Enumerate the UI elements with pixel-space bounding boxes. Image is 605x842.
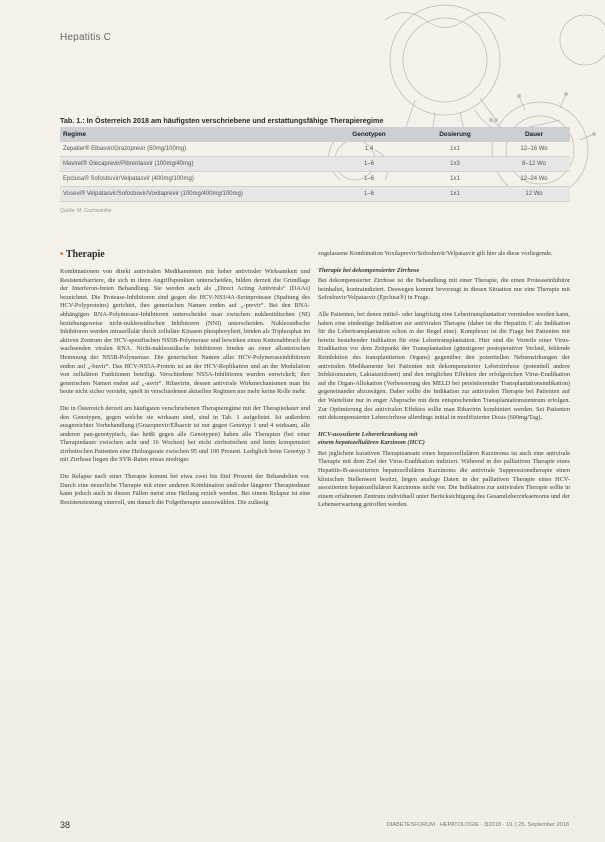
table-cell: 1,4 bbox=[326, 142, 412, 157]
right-column bbox=[318, 250, 570, 518]
table-source: Quelle: M. Gschwantler bbox=[60, 208, 112, 214]
table-row bbox=[60, 157, 570, 172]
table-cell: Zepatier® Elbasvir/Grazoprevir (50mg/100mg) bbox=[60, 142, 326, 157]
journal-footer: DIABETESFORUM · HEPATOLOGIE · 3|2018 · 19. | 25. September 2018 bbox=[386, 822, 569, 828]
table-header-duration: Dauer bbox=[498, 127, 570, 142]
table-cell: 1x1 bbox=[412, 187, 498, 202]
subheading-line: HCV-assoziierte Lebererkrankung mit bbox=[318, 430, 418, 438]
table-cell: 1x1 bbox=[412, 142, 498, 157]
table-cell: Maviret® Glecaprevir/Pibrentasvir (100mg/40mg) bbox=[60, 157, 326, 172]
section-header: Hepatitis C bbox=[60, 32, 112, 43]
table-cell: 1–6 bbox=[326, 172, 412, 187]
table-cell: 12–24 Wo bbox=[498, 172, 570, 187]
paragraph: Die in Österreich derzeit am häufigsten verschriebenen Therapieregime mit der Therapiedauer und den Genotypen, gegen welche sie wirksam sind, sind in Tab. 1 aufgelistet. Ist außerdem ausgereichter Vorbehandlung (Grazoprevir/Elbasvir ist nur gegen Genotyp 1 und 4 wirksam, alle anderen pan-genotypisch, das heißt gegen alle Genotypen) haben alle Therapien (bei einer Therapiedauer zwischen acht und 16 Wochen) bei nicht zirrhotischen und beim kompensiert zirrhotischen Patienten eine Heilungsrate zwischen 95 und 100 Prozent. Lediglich beim Genotyp 3 mit Zirrhose liegen die SVR-Raten etwas niedriger. bbox=[60, 404, 310, 464]
regimen-table bbox=[60, 127, 570, 202]
table-cell: 1–6 bbox=[326, 157, 412, 172]
paragraph: Die Relapse nach einer Therapie kommt bei etwa zwei bis fünf Prozent der Behandelten vor. Durch eine neuerliche Therapie mit einer anderen Kombination und/oder längerer Therapiedauer kann jedoch auch in diesen Fällen meist eine Heilung erzielt werden. Bei einem Relapse ist eine Resistenztestung sinnvoll, um danach die Folgetherapie auszuwählen. Die zulässig bbox=[60, 473, 310, 506]
section-bullet-icon: • bbox=[60, 249, 64, 260]
table-header-genotypes: Genotypen bbox=[326, 127, 412, 142]
paragraph: Kombinationen von direkt antiviralen Medikamenten mit hoher antiviraler Wirksamkeit und Resistenzbarriere, die sich in ihren Angriffspunkten unterscheiden, bilden derzeit die Grundlage der Interferon-freien Behandlung. Sie werden auch als „Direct Acting Antivirals“ (DAAs) bezeichnet. Die Protease-Inhibitoren sind gegen die HCV-NS3/4A-Serinprotease (Spaltung des HCV-Polyproteins) gerichtet, ihre generischen Namen enden auf „-previr“. Bei den RNA-abhängigen RNA-Polymerase-Inhibitoren unterscheidet man zwischen nukleotidischen (NI) beziehungsweise nicht-nukleosidischen Inhibitoren (NNI) unterscheiden. Nukleosidische Inhibitoren werden intrazellulär durch zelluläre Kinasen phosphoryliert, binden als Triphosphat im aktiven Zentrum der HCV-spezifischen NS5B-Polymerase und bewirken einen Kettenabbruch der wachsenden viralen RNA. Nicht-nukleosidische Inhibitoren binden an einer allosterischen Hemmung der NS5B-Polymerase. Die generischen Namen aller HCV-Polymeraseinhibitoren enden auf „-buvir“. Das HCV-NS5A-Protein ist an der HCV-Replikation und an der Modulation von zellulären Funktionen beteiligt. Verschiedene NS5A-Inhibitoren wurden entwickelt; ihre generischen Namen enden auf „-asvir“. Ribavirin, dessen antivirale Wirkmechanismen man bis heute nicht sicher versteht, spielt in verschiedenen aktuellen Regimen nur mehr keine Rolle mehr. bbox=[60, 268, 310, 396]
paragraph: Bei dekompensierter Zirrhose ist die Behandlung mit einer Therapie, die einen Proteaseinhibitor beinhaltet, kontraindiziert. Deswegen kommt bevorzugt in diesen Situation nur eine Therapie mit Sofosbuvir/Velpatasvir (Epclusa®) in Frage. bbox=[318, 277, 570, 302]
table-cell: 1–6 bbox=[326, 187, 412, 202]
table-cell: 1x3 bbox=[412, 157, 498, 172]
paragraph: zugelassene Kombination Voxilaprevir/Sofosbuvir/Velpatasvir gilt hier als diese vorliegende. bbox=[318, 250, 553, 257]
paragraph: Alle Patienten, bei denen mittel- oder langfristig eine Lebertransplantation vermieden werden kann, haben eine eindeutige Indikation zur antiviralen Therapie (daher ist die Hepatitis C als Indikation für die Lebertransplantation schon in der Regel eine). Komplexer ist die Frage bei Patienten mit bereits bestehender Indikation für eine Lebertransplantation. Hier sind die Vorteile einer Virus-Eradikation vor dem Zeitpunkt der Transplantation (günstigerer postoperativer Verlauf, fehlende Reinfektion des transplantierten Organs) gegenüber den potentiellen Nebenwirkungen der antiviralen Medikamente bei Patienten mit dekompensierter Leberzirrhose (potentiell andere Infektionsraten, Laktatazidosen) und den möglichen Effekten der erfolgreichen Virus-Eradikation auf die Organ-Allokation (Verbesserung des MELD bei persistierender Transplantationsindikation) gegeneinander abzuwägen. Daher sollte die Indikation zur antiviralen Therapie bei Patienten auf der Warteliste nur in enger Absprache mit dem entsprechenden Transplantationszentrum erfolgen. Zur Optimierung des antiviralen Effektes sollte man Ribavirin kombiniert werden. Sei Patienten mit dekompensierter Lebercirrhose allerdings initial in modifizierter Dosis (600mg/Tag). bbox=[318, 310, 570, 422]
subheading bbox=[318, 431, 570, 448]
section-title bbox=[60, 249, 105, 260]
table-cell: 8–12 Wo bbox=[498, 157, 570, 172]
left-column bbox=[60, 268, 310, 515]
table-row bbox=[60, 187, 570, 202]
table-cell: 1x1 bbox=[412, 172, 498, 187]
table-title: Tab. 1.: In Österreich 2018 am häufigsten verschriebene und erstattungsfähige Therapieregime bbox=[60, 116, 384, 125]
page-number: 38 bbox=[60, 820, 71, 830]
subheading: Therapie bei dekompensierter Zirrhose bbox=[318, 266, 420, 274]
table-cell: Epclusa® Sofosbuvir/Velpatasvir (400mg/100mg) bbox=[60, 172, 326, 187]
paragraph: Bei jeglichem kurativen Therapieansatz eines hepatozellulären Karzinoms ist auch eine antivirale Therapie mit dem Ziel der Virus-Eradikation indiziert. Während in der palliativen Therapie eines Hepatitis-B-assoziierten hepatozellulären Karzinoms die antivirale Suppressionstherapie einen klinischen Stellenwert besitzt, liegen analoge Daten in der palliativen Therapie eines HCV-assoziierten hepatozellulären Karzinoms nicht vor. Die Indikation zur antiviralen Therapie sollte in einem erfahrenen Zentrum individuell unter Berücksichtigung des Gesamtleberzirkaemoms und der Lebenserwartung getroffen werden. bbox=[318, 449, 570, 509]
table-cell: Vosevi® Velpatasvir/Sofosbuvir/Voxilaprevir (100mg/400mg/100mg) bbox=[60, 187, 326, 202]
table-cell: 12–16 Wo bbox=[498, 142, 570, 157]
table-cell: 12 Wo bbox=[498, 187, 570, 202]
subheading-line: einem hepatozellulären Karzinom (HCC) bbox=[318, 439, 425, 447]
table-row bbox=[60, 172, 570, 187]
table-row bbox=[60, 142, 570, 157]
table-header-dosage: Dosierung bbox=[412, 127, 498, 142]
table-header-regime: Regime bbox=[60, 127, 326, 142]
section-title-text: Therapie bbox=[65, 249, 105, 260]
